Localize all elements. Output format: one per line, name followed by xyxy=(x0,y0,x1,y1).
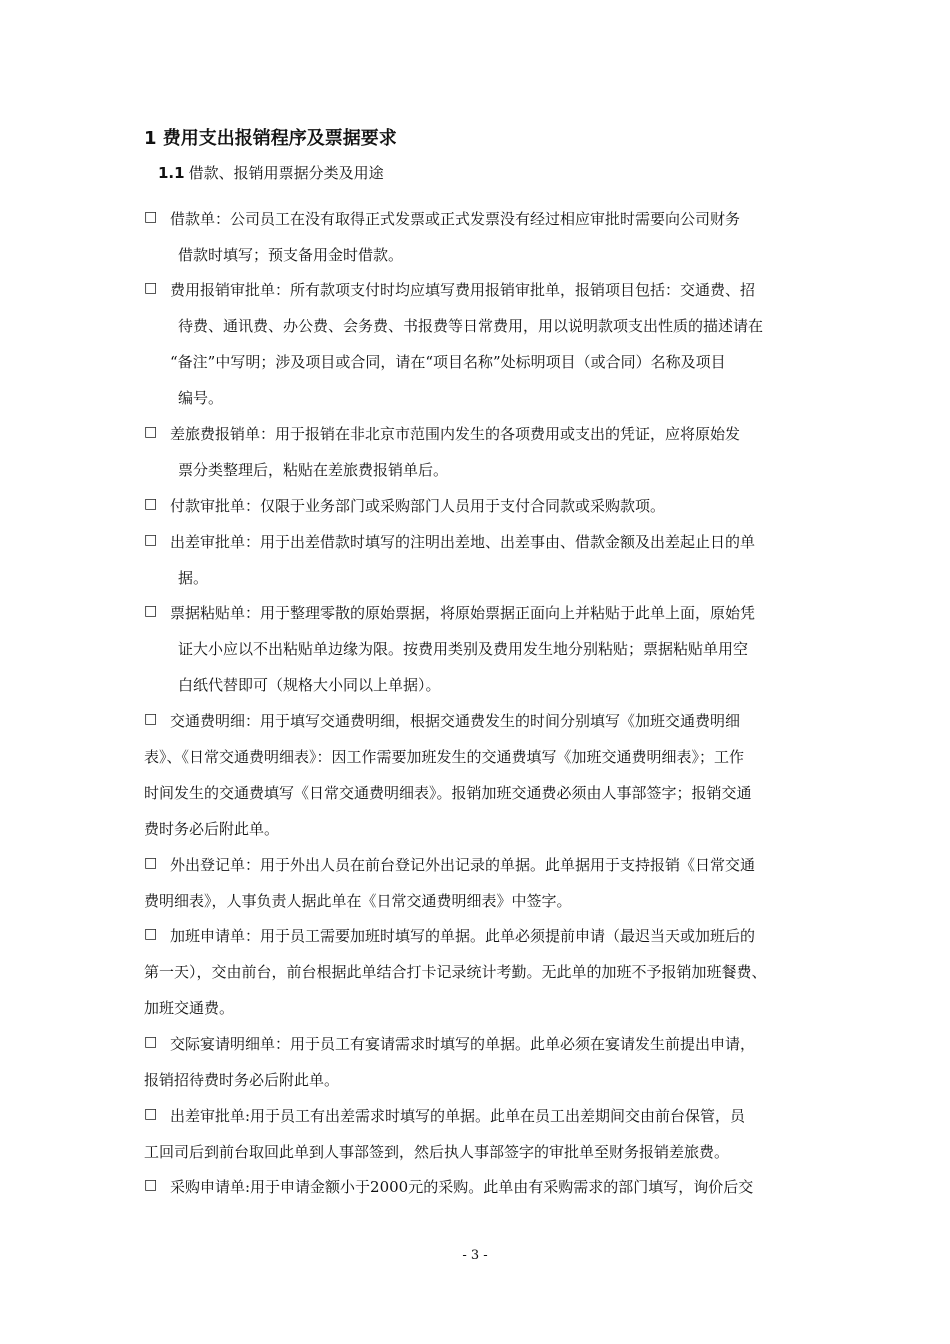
section-title: 1 费用支出报销程序及票据要求 xyxy=(144,128,397,149)
item-text-line: 出差审批单:用于员工有出差需求时填写的单据。此单在员工出差期间交由前台保管，员 xyxy=(170,1107,746,1125)
item-text-line: 费时务必后附此单。 xyxy=(144,820,280,838)
item-text-line: 证大小应以不出粘贴单边缘为限。按费用类别及费用发生地分别粘贴；票据粘贴单用空 xyxy=(178,640,749,658)
item-text-line: 报销招待费时务必后附此单。 xyxy=(144,1071,340,1089)
bullet-icon: □ xyxy=(144,1106,158,1122)
item-text-line: “备注”中写明；涉及项目或合同，请在“项目名称”处标明项目（或合同）名称及项目 xyxy=(170,353,726,371)
bullet-icon: □ xyxy=(144,1177,158,1193)
item-text-line: 白纸代替即可（规格大小同以上单据）。 xyxy=(178,676,441,694)
item-text-line: 费明细表》，人事负责人据此单在《日常交通费明细表》中签字。 xyxy=(144,892,572,910)
bullet-icon: □ xyxy=(144,1034,158,1050)
bullet-icon: □ xyxy=(144,926,158,942)
item-text-line: 表》、《日常交通费明细表》：因工作需要加班发生的交通费填写《加班交通费明细表》；工作 xyxy=(144,748,745,766)
item-text-line: 付款审批单：仅限于业务部门或采购部门人员用于支付合同款或采购款项。 xyxy=(170,497,666,515)
item-text-line: 借款单：公司员工在没有取得正式发票或正式发票没有经过相应审批时需要向公司财务 xyxy=(170,210,741,228)
item-text-line: 借款时填写；预支备用金时借款。 xyxy=(178,246,404,264)
item-text-line: 待费、通讯费、办公费、会务费、书报费等日常费用，用以说明款项支出性质的描述请在 xyxy=(178,317,764,335)
item-text-line: 交通费明细：用于填写交通费明细，根据交通费发生的时间分别填写《加班交通费明细 xyxy=(170,712,741,730)
item-text-line: 票据粘贴单：用于整理零散的原始票据，将原始票据正面向上并粘贴于此单上面，原始凭 xyxy=(170,604,756,622)
item-text-line: 加班申请单：用于员工需要加班时填写的单据。此单必须提前申请（最迟当天或加班后的 xyxy=(170,927,756,945)
page-number: - 3 - xyxy=(462,1248,488,1263)
bullet-icon: □ xyxy=(144,209,158,225)
subsection-title: 借款、报销用票据分类及用途 xyxy=(188,164,384,182)
bullet-icon: □ xyxy=(144,532,158,548)
item-text-line: 票分类整理后，粘贴在差旅费报销单后。 xyxy=(178,461,449,479)
bullet-icon: □ xyxy=(144,603,158,619)
item-text-line: 时间发生的交通费填写《日常交通费明细表》。报销加班交通费必须由人事部签字；报销交通 xyxy=(144,784,752,802)
bullet-icon: □ xyxy=(144,496,158,512)
item-text-line: 出差审批单：用于出差借款时填写的注明出差地、出差事由、借款金额及出差起止日的单 xyxy=(170,533,756,551)
bullet-icon: □ xyxy=(144,711,158,727)
item-text-line: 工回司后到前台取回此单到人事部签到，然后执人事部签字的审批单至财务报销差旅费。 xyxy=(144,1143,730,1161)
bullet-icon: □ xyxy=(144,855,158,871)
item-text-line: 采购申请单:用于申请金额小于2000元的采购。此单由有采购需求的部门填写，询价后交 xyxy=(170,1178,754,1196)
item-text-line: 第一天），交由前台，前台根据此单结合打卡记录统计考勤。无此单的加班不予报销加班餐费、 xyxy=(144,963,767,981)
item-text-line: 外出登记单：用于外出人员在前台登记外出记录的单据。此单据用于支持报销《日常交通 xyxy=(170,856,756,874)
item-text-line: 据。 xyxy=(178,569,209,587)
item-text-line: 差旅费报销单：用于报销在非北京市范围内发生的各项费用或支出的凭证，应将原始发 xyxy=(170,425,741,443)
bullet-icon: □ xyxy=(144,424,158,440)
subsection-heading xyxy=(158,162,384,183)
bullet-icon: □ xyxy=(144,280,158,296)
item-text-line: 编号。 xyxy=(178,389,224,407)
item-text-line: 加班交通费。 xyxy=(144,999,235,1017)
item-text-line: 交际宴请明细单：用于员工有宴请需求时填写的单据。此单必须在宴请发生前提出申请， xyxy=(170,1035,756,1053)
subsection-number: 1.1 xyxy=(158,164,185,182)
item-text-line: 费用报销审批单：所有款项支付时均应填写费用报销审批单，报销项目包括：交通费、招 xyxy=(170,281,756,299)
